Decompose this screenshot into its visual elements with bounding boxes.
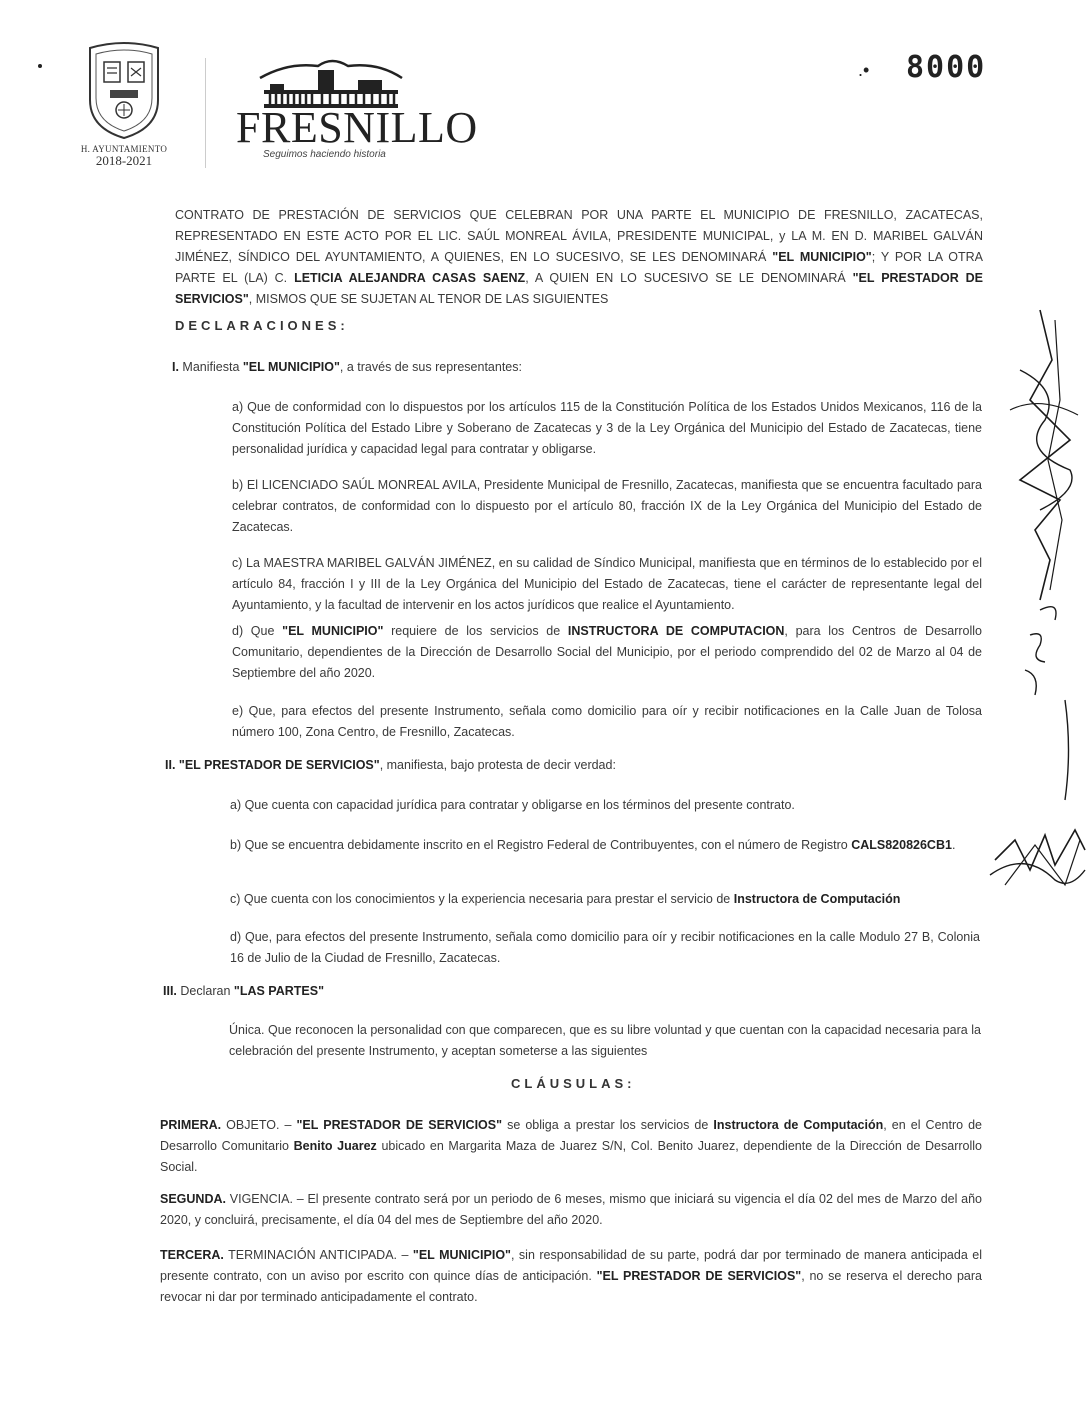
item-d-text-1: d) Que	[232, 624, 283, 638]
tercera-text-3: , no se reserva el derecho para revocar ni dar por terminado anticipadamente el contrato.	[160, 1269, 982, 1304]
item-b-text-2: .	[951, 838, 956, 852]
section-2-item-b	[230, 835, 980, 856]
section-1-number: I.	[172, 360, 179, 374]
section-1-item-b: b) El LICENCIADO SAÚL MONREAL AVILA, Presidente Municipal de Fresnillo, Zacatecas, manifiesta que se encuentra facultado para celebrar contratos, de conformidad con lo dispuesto por el artículo 80, fracción IX de la Ley Orgánica del Municipio del Estado de Zacatecas.	[232, 478, 982, 534]
logo-tagline: Seguimos haciendo historia	[263, 149, 386, 160]
tercera-bold-municipio: "EL MUNICIPIO"	[412, 1248, 511, 1262]
primera-text-4: ubicado en Margarita Maza de Juarez S/N, Col. Benito Juarez, dependiente de la Dirección de Desarrollo Social.	[160, 1139, 982, 1174]
section-3-unica: Única. Que reconocen la personalidad con que comparecen, que es su libre voluntad y que cuentan con la capacidad necesaria para la celebración del presente Instrumento, y aceptan someterse a las siguientes	[229, 1023, 981, 1058]
section-3-number: III.	[163, 984, 177, 998]
tercera-text-2: , sin responsabilidad de su parte, podrá dar por terminado de manera anticipada el presente contrato, con un aviso por escrito con quince días de anticipación.	[160, 1248, 982, 1283]
section-2-bold-prestador: "EL PRESTADOR DE SERVICIOS"	[175, 758, 380, 772]
section-1-heading	[172, 357, 972, 378]
segunda-label: SEGUNDA.	[160, 1192, 226, 1206]
municipal-seal-icon	[82, 40, 166, 140]
segunda-text-1: VIGENCIA. – El presente contrato será por un periodo de 6 meses, mismo que iniciará su vigencia el día 02 del mes de Marzo del año 2020, y concluirá, precisamente, el día 04 del mes de Septiembre del año 2020.	[160, 1192, 982, 1227]
section-2-item-d: d) Que, para efectos del presente Instrumento, señala como domicilio para oír y recibir notificaciones en la calle Modulo 27 B, Colonia 16 de Julio de la Ciudad de Fresnillo, Zacatecas.	[230, 930, 980, 965]
item-d-bold-municipio: "EL MUNICIPIO"	[282, 624, 384, 638]
section-1-item-c: c) La MAESTRA MARIBEL GALVÁN JIMÉNEZ, en su calidad de Síndico Municipal, manifiesta que en términos de lo establecido por el artículo 84, fracción I y III de la Ley Orgánica del Municipio del Estado de Zacatecas, tiene el carácter de representante legal del Ayuntamiento, y la facultad de intervenir en los actos jurídicos que realice el Ayuntamiento.	[232, 556, 982, 612]
primera-bold-center: Benito Juarez	[293, 1139, 377, 1153]
intro-bold-municipio: "EL MUNICIPIO"	[772, 250, 872, 264]
section-3-heading	[163, 981, 963, 1002]
section-2-number: II.	[165, 758, 176, 772]
tercera-label: TERCERA.	[160, 1248, 224, 1262]
item-d-text-3: , para los Centros de Desarrollo Comunitario, dependientes de la Dirección de Desarrollo Social del Municipio, por el periodo comprendido del 02 de Marzo al 04 de Septiembre del año 2020.	[232, 624, 983, 680]
primera-text-1: OBJETO. –	[221, 1118, 297, 1132]
logo-wordmark: FRESNILLO	[236, 103, 478, 152]
rfc-number: CALS820826CB1	[851, 838, 952, 852]
section-3-text-1: Declaran	[176, 984, 234, 998]
margin-signature-3-icon	[985, 820, 1089, 900]
section-1-text-2: , a través de sus representantes:	[339, 360, 522, 374]
seal-caption-text: H. AYUNTAMIENTO	[80, 144, 168, 154]
section-1-item-a: a) Que de conformidad con lo dispuestos por los artículos 115 de la Constitución Política de los Estados Unidos Mexicanos, 116 de la Constitución Política del Estado Libre y Soberano de Zacatecas y 3 de la Ley Orgánica del Municipio del Estado de Zacatecas, tiene personalidad jurídica y capacidad legal para contratar y obligarse.	[232, 400, 982, 456]
intro-text-2: ; Y POR LA OTRA PARTE EL (LA) C.	[175, 250, 983, 285]
margin-signature-1-icon	[1000, 300, 1089, 620]
page-number-dot: .•	[858, 60, 870, 80]
section-2-item-c	[230, 889, 990, 910]
declaraciones-heading: DECLARACIONES:	[175, 318, 349, 333]
header-divider	[205, 58, 206, 168]
clausulas-heading: CLÁUSULAS:	[511, 1076, 636, 1091]
section-1-bold-municipio: "EL MUNICIPIO"	[242, 360, 340, 374]
item-c-text-1: c) Que cuenta con los conocimientos y la experiencia necesaria para prestar el servicio de	[230, 892, 734, 906]
contract-intro	[175, 205, 983, 310]
primera-text-3: , en el Centro de Desarrollo Comunitario	[160, 1118, 983, 1153]
tercera-bold-prestador: "EL PRESTADOR DE SERVICIOS"	[596, 1269, 802, 1283]
item-d-bold-service: INSTRUCTORA DE COMPUTACION	[567, 624, 785, 638]
tercera-text-1: TERMINACIÓN ANTICIPADA. –	[223, 1248, 413, 1262]
item-c-bold-service: Instructora de Computación	[733, 892, 901, 906]
fresnillo-skyline-logo-icon	[258, 56, 404, 110]
primera-bold-prestador: "EL PRESTADOR DE SERVICIOS"	[296, 1118, 503, 1132]
stray-dot	[38, 64, 42, 68]
intro-text-1: CONTRATO DE PRESTACIÓN DE SERVICIOS QUE CELEBRAN POR UNA PARTE EL MUNICIPIO DE FRESNILLO, ZACATECAS, REPRESENTADO EN ESTE ACTO POR EL LIC. SAÚL MONREAL ÁVILA, PRESIDENTE MUNICIPAL, y LA M. EN D. MARIBEL GALVÁN JIMÉNEZ, SÍNDICO DEL AYUNTAMIENTO, A QUIENES, EN LO SUCESIVO, SE LES DENOMINARÁ	[175, 208, 983, 264]
primera-label: PRIMERA.	[160, 1118, 222, 1132]
section-2-item-a: a) Que cuenta con capacidad jurídica para contratar y obligarse en los términos del presente contrato.	[230, 798, 795, 812]
item-d-text-2: requiere de los servicios de	[383, 624, 568, 638]
primera-text-2: se obliga a prestar los servicios de	[502, 1118, 714, 1132]
intro-bold-prestador: "EL PRESTADOR DE SERVICIOS"	[175, 271, 984, 306]
seal-years: 2018-2021	[95, 153, 153, 168]
intro-text-3: , A QUIEN EN LO SUCESIVO SE LE DENOMINARÁ	[525, 271, 853, 285]
section-3-bold-partes: "LAS PARTES"	[233, 984, 324, 998]
page-number: 8000	[906, 50, 987, 85]
section-1-item-e: e) Que, para efectos del presente Instrumento, señala como domicilio para oír y recibir notificaciones en la Calle Juan de Tolosa número 100, Zona Centro, de Fresnillo, Zacatecas.	[232, 704, 982, 739]
section-1-item-d	[232, 621, 982, 684]
primera-bold-service: Instructora de Computación	[713, 1118, 884, 1132]
clause-segunda	[160, 1189, 982, 1231]
clause-primera	[160, 1115, 982, 1178]
intro-bold-provider-name: LETICIA ALEJANDRA CASAS SAENZ	[294, 271, 526, 285]
margin-signature-2-icon	[1010, 600, 1089, 810]
clause-tercera	[160, 1245, 982, 1308]
intro-text-4: , MISMOS QUE SE SUJETAN AL TENOR DE LAS SIGUIENTES	[248, 292, 609, 306]
section-2-heading	[165, 755, 965, 776]
section-2-text-1: , manifiesta, bajo protesta de decir verdad:	[379, 758, 616, 772]
seal-caption	[74, 143, 174, 167]
item-b-text-1: b) Que se encuentra debidamente inscrito en el Registro Federal de Contribuyentes, con el número de Registro	[230, 838, 852, 852]
section-1-text-1: Manifiesta	[178, 360, 243, 374]
